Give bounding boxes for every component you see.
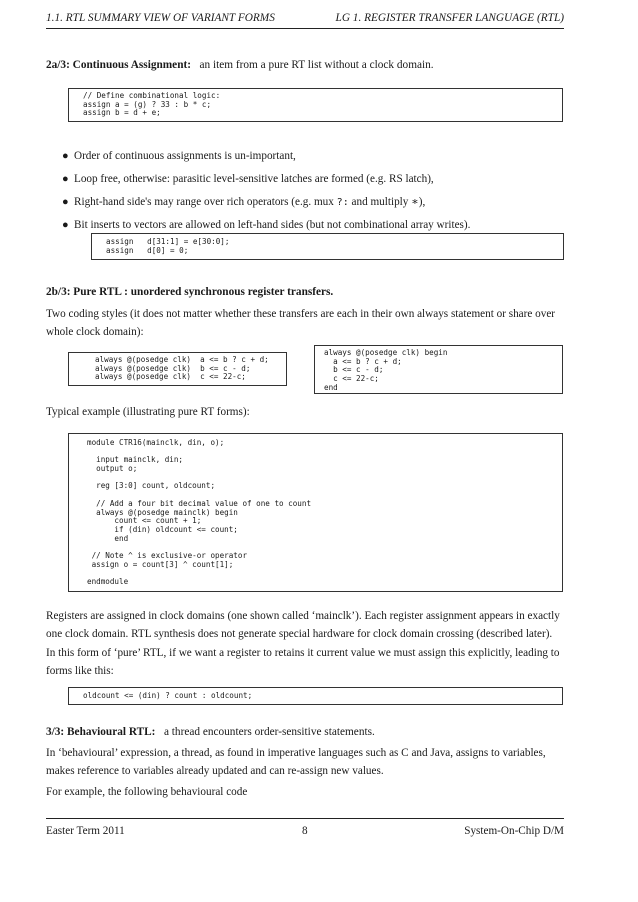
section-3-title: 3/3: Behavioural RTL: — [46, 726, 156, 738]
code-line: reg [3:0] count, oldcount; — [87, 481, 216, 491]
code-block-bit-insert — [91, 233, 564, 260]
section-2a-heading — [46, 57, 564, 73]
footer-term: Easter Term 2011 — [46, 825, 125, 837]
code-line: if (din) oldcount <= count; — [87, 524, 238, 534]
bullet-item: ● Loop free, otherwise: parasitic level-sensitive latches are formed (e.g. RS latch), — [62, 173, 434, 185]
code-line: assign b = d + e; — [83, 108, 161, 118]
section-3-heading — [46, 724, 564, 740]
code-line: // Note ^ is exclusive-or operator — [87, 550, 248, 560]
section-3-desc: a thread encounters order-sensitive statements. — [163, 726, 375, 738]
bullet-dot-icon: ● — [62, 196, 69, 208]
code-block-continuous — [68, 88, 563, 122]
bullet-dot-icon: ● — [62, 173, 69, 185]
bullet-item: ● Order of continuous assignments is un-important, — [62, 150, 296, 162]
code-line: b <= c - d; — [324, 365, 384, 375]
code-line: always @(posedge mainclk) begin — [87, 507, 238, 517]
code-block-separate-always — [68, 352, 287, 386]
section-2a-desc: an item from a pure RT list without a clock domain. — [199, 59, 434, 71]
code-line: count <= count + 1; — [87, 516, 202, 526]
code-line: end — [324, 382, 338, 392]
running-header — [46, 8, 564, 29]
code-block-oldcount — [68, 687, 563, 705]
header-right: LG 1. REGISTER TRANSFER LANGUAGE (RTL) — [335, 12, 564, 24]
code-block-shared-always — [314, 345, 563, 394]
code-line: oldcount <= (din) ? count : oldcount; — [83, 691, 253, 700]
bullet-item: ● Right-hand side's may range over rich operators (e.g. mux ?: and multiply ∗), — [62, 196, 426, 208]
footer-course: System-On-Chip D/M — [464, 825, 564, 837]
code-block-ctr16-module — [68, 433, 563, 592]
code-line: output o; — [87, 464, 138, 474]
code-line: assign a = (g) ? 33 : b * c; — [83, 99, 212, 109]
code-line: endmodule — [87, 577, 129, 586]
page-number: 8 — [302, 825, 308, 837]
pure-rtl-paragraph: In this form of ‘pure’ RTL, if we want a register to retains it current value we must assign this explicitly, leading to forms like this: — [46, 647, 560, 677]
bullet-item: ● Bit inserts to vectors are allowed on left-hand sides (but not combinational array writes). — [62, 219, 471, 231]
section-2b-heading — [46, 284, 564, 300]
code-line: assign o = count[3] ^ count[1]; — [87, 559, 234, 569]
code-line: always @(posedge clk) a <= b ? c + d; — [95, 355, 269, 364]
section-2a-title: 2a/3: Continuous Assignment: — [46, 59, 192, 71]
section-2b-paragraph: Two coding styles (it does not matter whether these transfers are each in their own always statement or share over whole clock domain): — [46, 308, 556, 338]
typical-example-label: Typical example (illustrating pure RT forms): — [46, 406, 250, 418]
bullet-list — [58, 148, 563, 240]
code-line: a <= b ? c + d; — [324, 356, 402, 366]
behavioural-example-intro: For example, the following behavioural code — [46, 786, 248, 798]
code-line: always @(posedge clk) b <= c - d; — [95, 363, 251, 373]
code-line: module CTR16(mainclk, din, o); — [87, 438, 225, 447]
code-line: always @(posedge clk) c <= 22-c; — [95, 372, 246, 382]
code-line: end — [87, 533, 129, 543]
header-left: 1.1. RTL SUMMARY VIEW OF VARIANT FORMS — [46, 12, 275, 24]
page-footer — [46, 818, 564, 841]
bullet-dot-icon: ● — [62, 150, 69, 162]
bullet-dot-icon: ● — [62, 219, 69, 231]
code-line: input mainclk, din; — [87, 455, 184, 465]
code-line: c <= 22-c; — [324, 374, 379, 384]
code-line: assign d[31:1] = e[30:0]; — [106, 237, 230, 246]
clock-domain-paragraph: Registers are assigned in clock domains (one shown called ‘mainclk’). Each register assignment appears in exactly one clock domain. RTL synthesis does not generate special hardware for clock domain crossing (described later). — [46, 610, 560, 640]
behavioural-paragraph: In ‘behavioural’ expression, a thread, as found in imperative languages such as C and Java, assigns to variables, makes reference to variables already updated and can re-assign new values. — [46, 747, 546, 777]
code-line: always @(posedge clk) begin — [324, 348, 448, 357]
section-2b-title: 2b/3: Pure RTL : unordered synchronous register transfers. — [46, 286, 334, 298]
code-line — [87, 569, 562, 578]
code-line: assign d[0] = 0; — [106, 245, 189, 255]
code-line: // Add a four bit decimal value of one to count — [87, 498, 312, 508]
code-line: // Define combinational logic: — [83, 91, 221, 100]
